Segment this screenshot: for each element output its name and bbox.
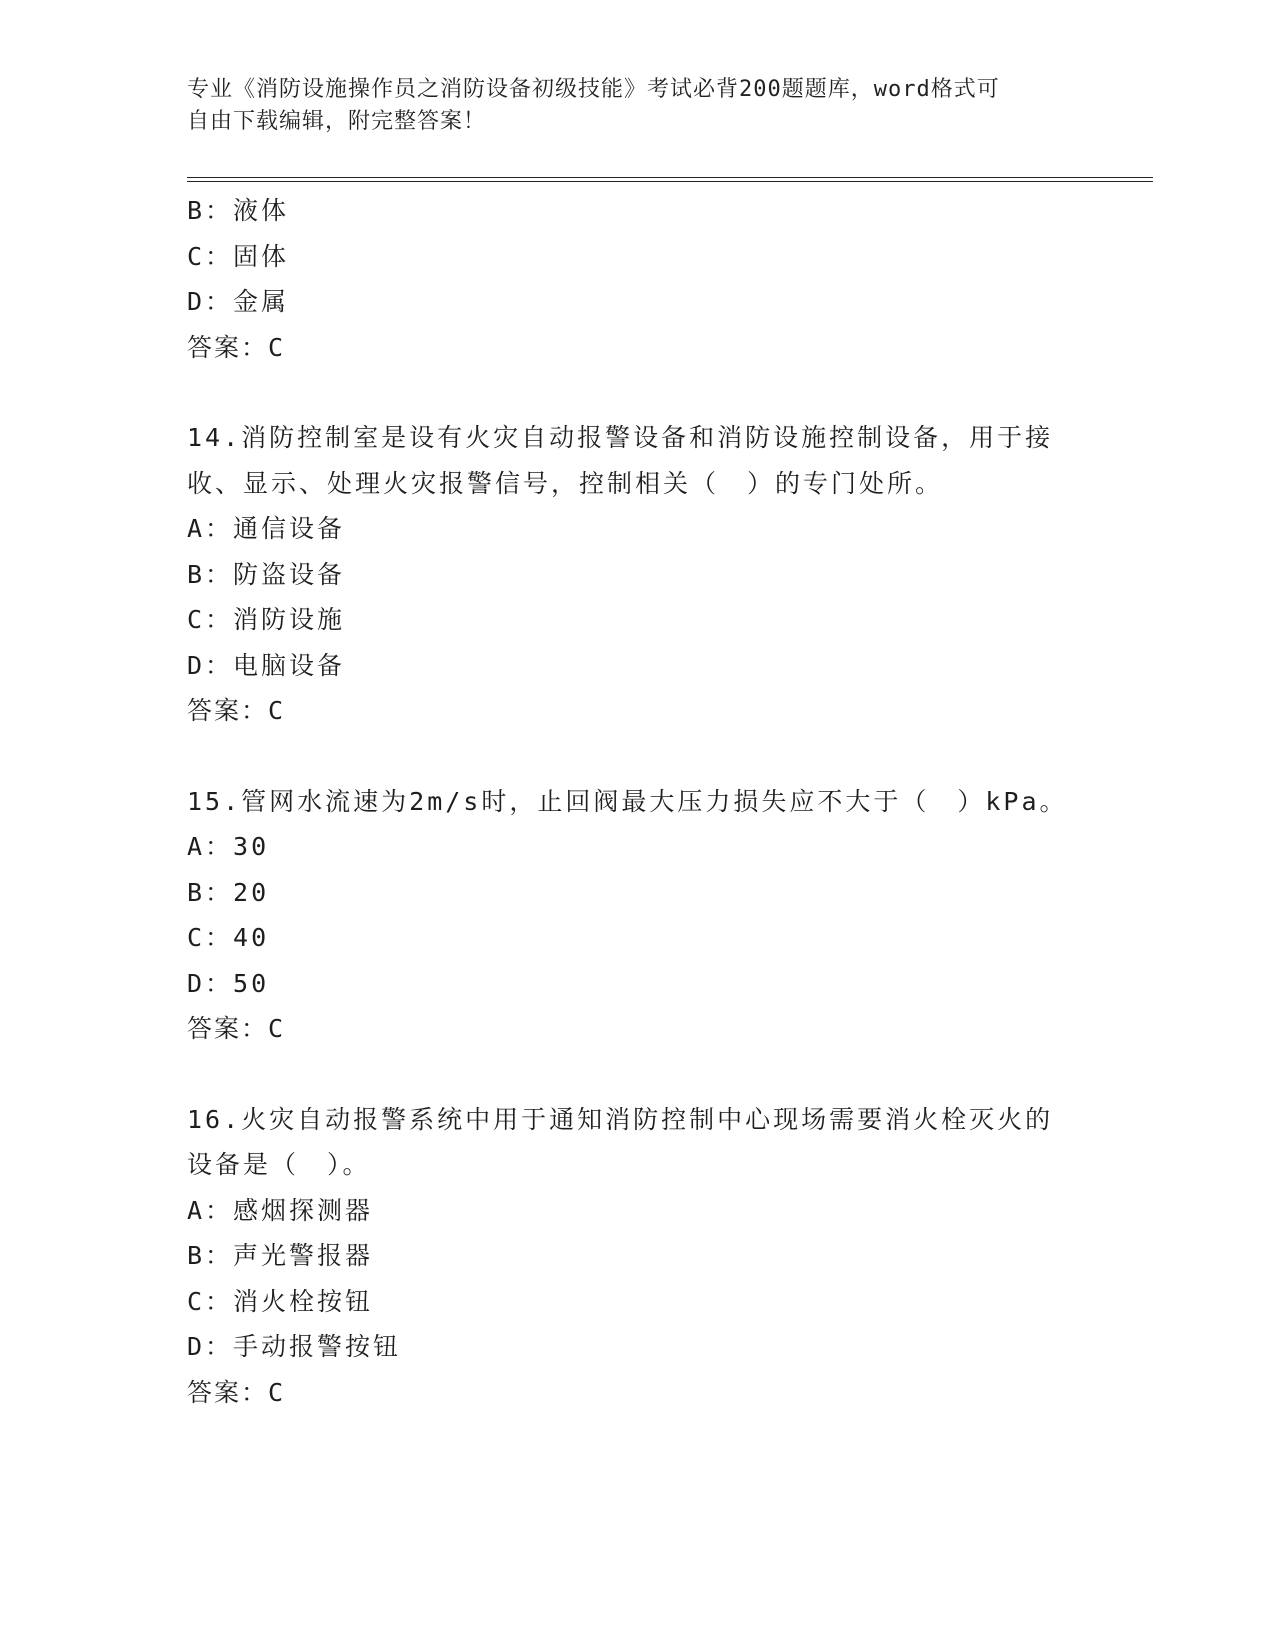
- answer: 答案：C: [187, 696, 286, 725]
- spacer: [187, 370, 1087, 415]
- question-stem: 16.火灾自动报警系统中用于通知消防控制中心现场需要消火栓灭火的: [187, 1104, 1054, 1134]
- question-list: [187, 188, 1087, 1415]
- question-stem: 14.消防控制室是设有火灾自动报警设备和消防设施控制设备，用于接: [187, 423, 1054, 452]
- header-divider-bottom: [187, 181, 1153, 182]
- option-c: C：消防设施: [187, 605, 346, 634]
- header-divider-top: [187, 177, 1153, 178]
- option-d: D：手动报警按钮: [187, 1332, 402, 1361]
- question-13: [187, 188, 1087, 370]
- question-stem: 15.管网水流速为2m/s时，止回阀最大压力损失应不大于（ ）kPa。: [187, 786, 1068, 816]
- header-line-2: 自由下载编辑，附完整答案！: [187, 109, 487, 134]
- option-a: A：30: [187, 832, 270, 861]
- spacer: [187, 734, 1087, 779]
- option-b: B：20: [187, 877, 270, 907]
- answer: 答案：C: [187, 1014, 286, 1043]
- question-15: [187, 779, 1087, 1052]
- answer: 答案：C: [187, 332, 286, 362]
- option-b: B：液体: [187, 196, 290, 225]
- option-c: C：40: [187, 923, 270, 952]
- question-stem-continued: 收、显示、处理火灾报警信号，控制相关（ ）的专门处所。: [187, 468, 944, 498]
- option-c: C：固体: [187, 241, 290, 271]
- option-d: D：电脑设备: [187, 650, 346, 680]
- question-16: [187, 1097, 1087, 1416]
- option-c: C：消火栓按钮: [187, 1286, 374, 1316]
- option-a: A：通信设备: [187, 514, 346, 543]
- option-d: D：50: [187, 968, 270, 998]
- option-a: A：感烟探测器: [187, 1195, 374, 1225]
- page-header: [187, 74, 1067, 138]
- answer: 答案：C: [187, 1377, 286, 1407]
- spacer: [187, 1052, 1087, 1097]
- option-b: B：声光警报器: [187, 1241, 374, 1270]
- option-d: D：金属: [187, 287, 290, 316]
- question-stem-continued: 设备是（ ）。: [187, 1150, 371, 1179]
- option-b: B：防盗设备: [187, 559, 346, 589]
- question-14: [187, 415, 1087, 734]
- header-line-1: 专业《消防设施操作员之消防设备初级技能》考试必背200题题库，word格式可: [187, 77, 1000, 102]
